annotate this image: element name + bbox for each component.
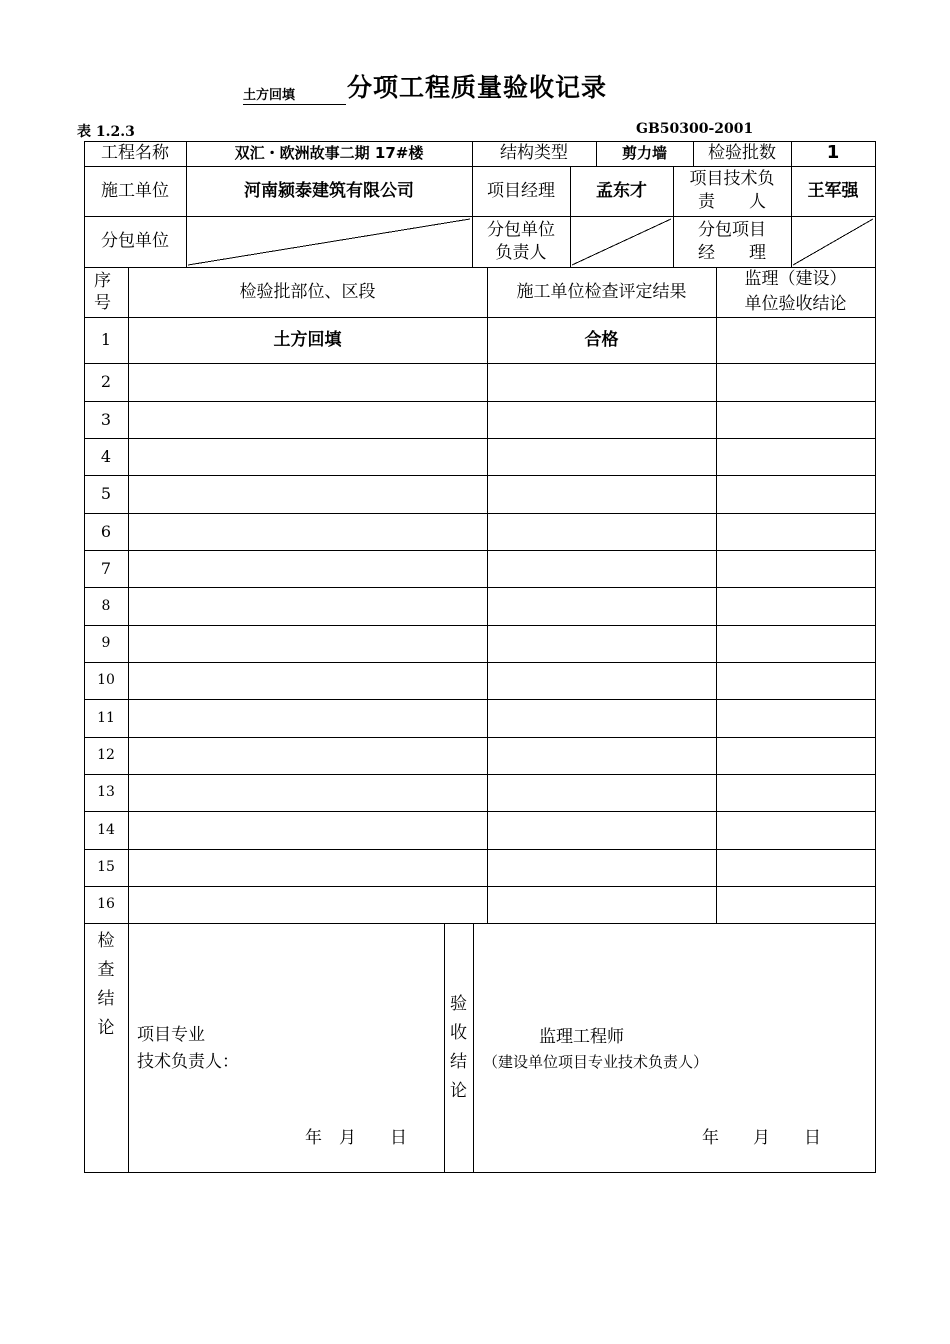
col-seq-header-line2: 号 (94, 293, 111, 313)
row-location (128, 811, 487, 849)
row-location (128, 774, 487, 811)
tech-lead-label-line1: 项目技术负 (689, 169, 775, 190)
subcontractor-label: 分包单位 (101, 231, 169, 252)
row-conclusion (716, 811, 875, 849)
check-signer (137, 1022, 239, 1076)
tech-lead-label (673, 166, 791, 216)
row-conclusion (716, 625, 875, 662)
supervisor-engineer-note: （建设单位项目专业技术负责人） (483, 1053, 709, 1071)
row-result (487, 587, 716, 625)
row-number: 15 (97, 859, 115, 876)
row-result (487, 475, 716, 513)
row-number: 10 (97, 672, 115, 689)
row-number: 2 (100, 372, 112, 392)
contractor-label: 施工单位 (101, 180, 169, 201)
sub-lead-label-line1: 分包单位 (487, 219, 555, 240)
acceptance-conclusion-label (444, 990, 473, 1110)
structure-type-value: 剪力墙 (621, 144, 667, 163)
accept-label-char: 结 (450, 1051, 467, 1072)
row-number: 4 (100, 446, 112, 466)
row-conclusion (716, 774, 875, 811)
row-result (487, 401, 716, 438)
check-label-char: 结 (97, 988, 115, 1009)
row-location (128, 475, 487, 513)
accept-label-char: 验 (450, 994, 467, 1014)
row-conclusion (716, 737, 875, 774)
batch-count-label: 检验批数 (708, 143, 776, 164)
sub-lead-label (472, 216, 570, 267)
sub-lead-label-line2: 负责人 (495, 242, 547, 263)
row-location (128, 550, 487, 587)
project-name-value: 双汇・欧洲故事二期 17#楼 (234, 144, 424, 163)
row-conclusion (716, 550, 875, 587)
row-conclusion (716, 475, 875, 513)
row-number: 13 (97, 784, 115, 801)
row-result (487, 699, 716, 737)
check-date: 年 月 日 (305, 1128, 407, 1148)
row-number: 9 (101, 635, 111, 652)
row-number: 7 (100, 558, 112, 578)
row-location (128, 587, 487, 625)
row-conclusion (716, 699, 875, 737)
col-seq-header (84, 267, 128, 317)
structure-type-label: 结构类型 (500, 143, 568, 164)
row-result: 合格 (584, 329, 619, 350)
pm-label: 项目经理 (487, 180, 555, 201)
row-conclusion (716, 886, 875, 923)
accept-label-char: 论 (450, 1080, 467, 1101)
row-number: 6 (100, 521, 112, 541)
row-conclusion (716, 401, 875, 438)
row-conclusion (716, 363, 875, 401)
contractor-value: 河南颍泰建筑有限公司 (244, 180, 414, 201)
accept-label-char: 收 (450, 1022, 467, 1043)
row-result (487, 662, 716, 699)
col-location-header: 检验批部位、区段 (239, 281, 376, 302)
row-location (128, 662, 487, 699)
row-location (128, 737, 487, 774)
row-conclusion (716, 662, 875, 699)
row-location (128, 886, 487, 923)
row-number: 16 (97, 896, 115, 913)
sub-item-name: 土方回填 (243, 88, 296, 103)
check-label-char: 查 (97, 959, 115, 980)
table-number: 表 1.2.3 (77, 124, 135, 140)
row-result (487, 438, 716, 475)
project-name-label: 工程名称 (101, 143, 169, 164)
sub-pm-label (673, 216, 791, 267)
row-location (128, 401, 487, 438)
row-location: 土方回填 (273, 329, 342, 350)
row-result (487, 811, 716, 849)
row-conclusion (716, 438, 875, 475)
row-result (487, 737, 716, 774)
col-result-header: 施工单位检查评定结果 (516, 281, 687, 302)
row-result (487, 550, 716, 587)
row-result (487, 774, 716, 811)
row-number: 12 (97, 747, 115, 764)
col-supervisor-header-line2: 单位验收结论 (744, 294, 847, 314)
col-supervisor-header-line1: 监理（建设） (744, 269, 847, 290)
supervisor-engineer: 监理工程师 (539, 1027, 624, 1047)
row-result (487, 363, 716, 401)
row-location (128, 513, 487, 550)
row-conclusion (716, 513, 875, 550)
row-location (128, 625, 487, 662)
pm-value: 孟东才 (596, 180, 647, 201)
row-location (128, 438, 487, 475)
row-location (128, 699, 487, 737)
row-number: 1 (100, 330, 112, 350)
row-conclusion (716, 317, 875, 363)
tech-lead-label-line2: 责 人 (698, 192, 766, 212)
acceptance-date: 年 月 日 (702, 1128, 821, 1148)
row-conclusion (716, 587, 875, 625)
page-title: 分项工程质量验收记录 (347, 73, 608, 102)
check-label-char: 论 (97, 1017, 115, 1038)
check-signer-line2: 技术负责人： (137, 1052, 239, 1072)
row-conclusion (716, 849, 875, 886)
row-number: 11 (97, 709, 115, 726)
col-seq-header-line1: 序 (94, 270, 111, 291)
row-location (128, 849, 487, 886)
check-conclusion-label (84, 927, 128, 1057)
row-number: 8 (101, 597, 111, 614)
col-supervisor-header (716, 267, 875, 317)
standard-code: GB50300-2001 (636, 121, 754, 137)
row-result (487, 849, 716, 886)
row-result (487, 625, 716, 662)
row-result (487, 513, 716, 550)
row-location (128, 363, 487, 401)
sub-pm-label-line2: 经 理 (698, 242, 766, 263)
sub-pm-label-line1: 分包项目 (698, 219, 766, 240)
row-number: 14 (97, 821, 115, 838)
check-label-char: 检 (97, 931, 115, 951)
row-number: 3 (100, 409, 112, 429)
row-number: 5 (100, 484, 112, 504)
batch-count-value: 1 (826, 142, 840, 164)
check-signer-line1: 项目专业 (137, 1025, 205, 1045)
row-result (487, 886, 716, 923)
tech-lead-value: 王军强 (807, 180, 859, 201)
